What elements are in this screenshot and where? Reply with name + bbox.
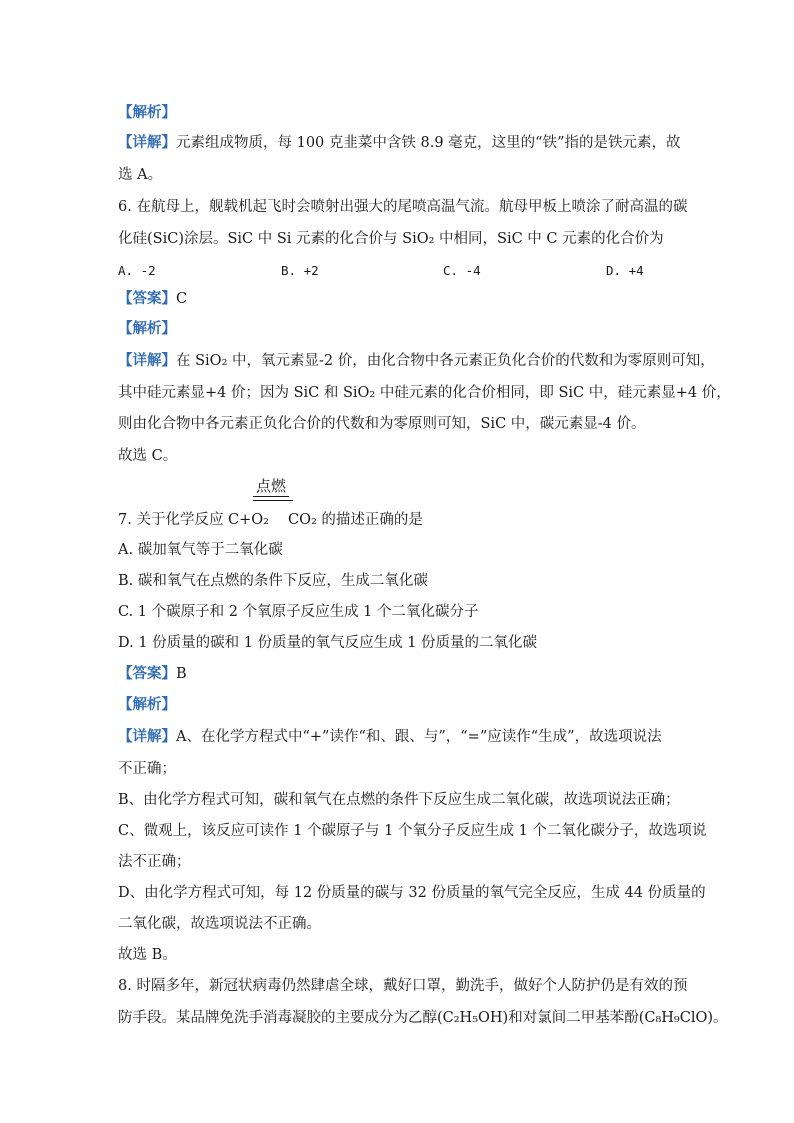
- q7-stem-prefix: 7. 关于化学反应 C+O₂: [118, 512, 269, 528]
- q7-conclusion: 故选 B。: [118, 947, 177, 963]
- q6-option-a: A. -2: [118, 263, 156, 278]
- q6-detail-line1: 【详解】在 SiO₂ 中，氧元素显-2 价，由化合物中各元素正负化合价的代数和为零原则可知，: [118, 353, 715, 369]
- q5-detail-line1: 【详解】元素组成物质，每 100 克韭菜中含铁 8.9 毫克，这里的“铁”指的是铁元素，故: [118, 135, 681, 151]
- q6-detail-line3: 则由化合物中各元素正负化合价的代数和为零原则可知，SiC 中，碳元素显-4 价。: [118, 416, 646, 432]
- q7-detail-line6: D、由化学方程式可知，每 12 份质量的碳与 32 份质量的氧气完全反应，生成 44 份质量的: [118, 885, 706, 901]
- q6-analysis-heading: 【解析】: [118, 321, 176, 337]
- q5-detail-line2: 选 A。: [118, 167, 163, 183]
- q6-option-d: D. +4: [606, 263, 644, 278]
- q8-stem-line2: 防手段。某品牌免洗手消毒凝胶的主要成分为乙醇(C₂H₅OH)和对氯间二甲基苯酚(C₈H₉ClO)。: [118, 1010, 728, 1026]
- q7-answer: 【答案】B: [118, 666, 187, 682]
- q7-option-c: C. 1 个碳原子和 2 个氧原子反应生成 1 个二氧化碳分子: [118, 604, 479, 620]
- q7-option-d: D. 1 份质量的碳和 1 份质量的氧气反应生成 1 份质量的二氧化碳: [118, 635, 538, 651]
- q6-stem-line1: 6. 在航母上，舰载机起飞时会喷射出强大的尾喷高温气流。航母甲板上喷涂了耐高温的碳: [118, 199, 688, 215]
- q7-detail-line2: 不正确；: [118, 761, 176, 777]
- q7-equation-bar: [253, 500, 293, 501]
- q7-detail-line4: C、微观上，该反应可读作 1 个碳原子与 1 个氧分子反应生成 1 个二氧化碳分子，故选项说: [118, 823, 707, 839]
- q6-option-c: C. -4: [443, 263, 481, 278]
- q6-conclusion: 故选 C。: [118, 448, 178, 464]
- q7-detail-line7: 二氧化碳，故选项说法不正确。: [118, 916, 321, 932]
- q7-detail-line3: B、由化学方程式可知，碳和氧气在点燃的条件下反应生成二氧化碳，故选项说法正确；: [118, 792, 680, 808]
- q7-option-a: A. 碳加氧气等于二氧化碳: [118, 542, 283, 558]
- q8-stem-line1: 8. 时隔多年，新冠状病毒仍然肆虐全球，戴好口罩，勤洗手，做好个人防护仍是有效的预: [118, 978, 688, 994]
- q7-analysis-heading: 【解析】: [118, 697, 176, 713]
- q7-detail-line1: 【详解】A、在化学方程式中“+”读作“和、跟、与”，“=”应读作“生成”，故选项说法: [118, 729, 662, 745]
- q7-reaction-condition: 点燃: [253, 476, 289, 497]
- q6-answer: 【答案】C: [118, 291, 188, 307]
- q7-stem-suffix: CO₂ 的描述正确的是: [288, 512, 423, 528]
- q6-stem-line2: 化硅(SiC)涂层。SiC 中 Si 元素的化合价与 SiO₂ 中相同，SiC 中 C 元素的化合价为: [118, 231, 664, 247]
- q5-analysis-heading: 【解析】: [118, 105, 176, 121]
- q6-option-b: B. +2: [281, 263, 319, 278]
- q6-detail-line2: 其中硅元素显+4 价；因为 SiC 和 SiO₂ 中硅元素的化合价相同，即 SiC 中，硅元素显+4 价，: [118, 385, 731, 401]
- q7-detail-line5: 法不正确；: [118, 854, 191, 870]
- q7-option-b: B. 碳和氧气在点燃的条件下反应，生成二氧化碳: [118, 573, 428, 589]
